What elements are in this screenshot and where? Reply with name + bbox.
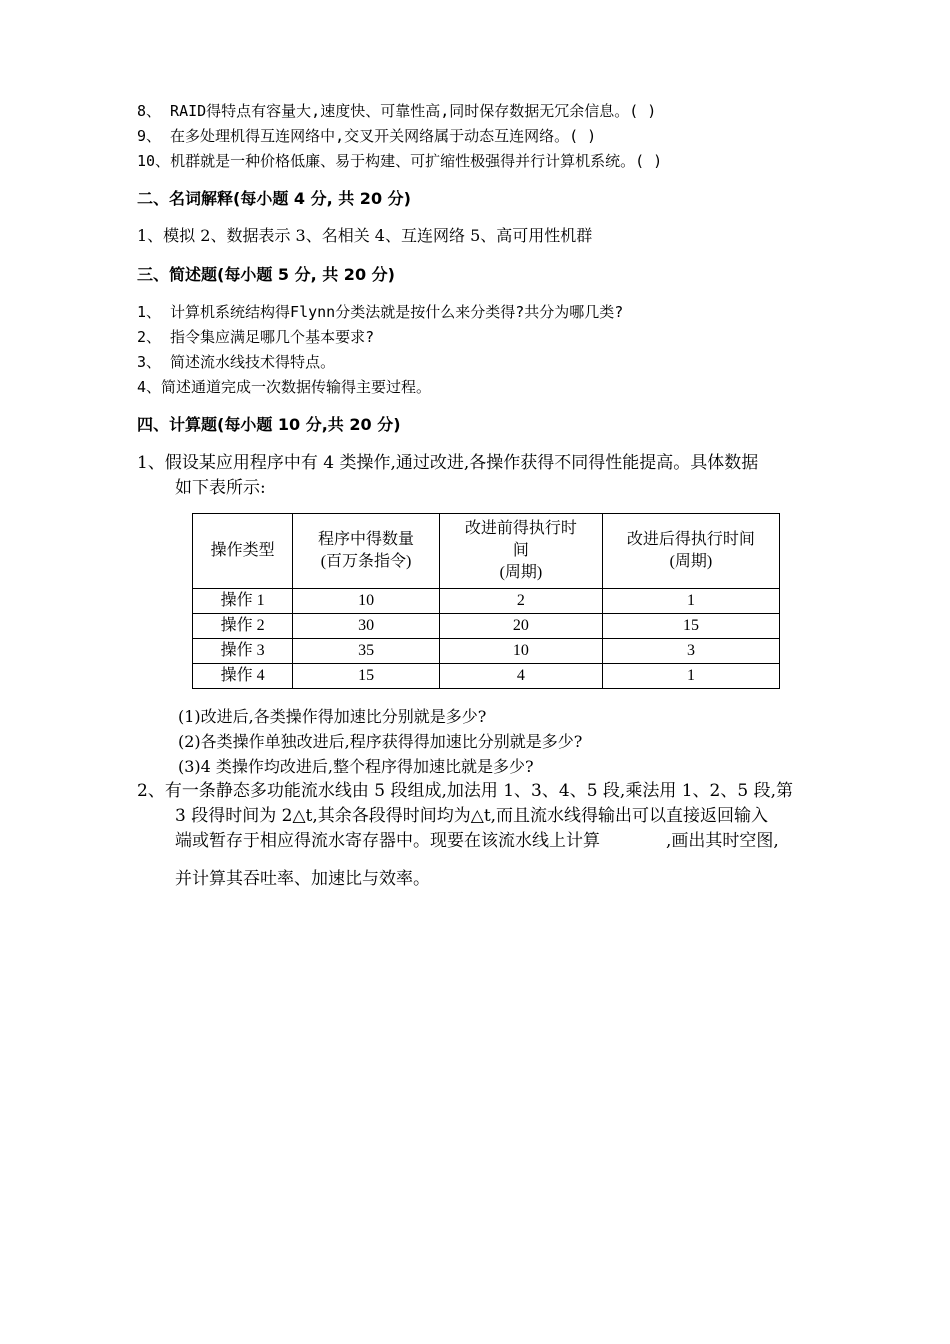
q1-sub-1: (1)改进后,各类操作得加速比分别就是多少? bbox=[178, 707, 487, 726]
table-header-row bbox=[193, 514, 780, 589]
header-count: 程序中得数量 (百万条指令) bbox=[293, 514, 440, 589]
question-10: 10、机群就是一种价格低廉、易于构建、可扩缩性极强得并行计算机系统。( ) bbox=[137, 152, 663, 170]
question-9: 9、 在多处理机得互连网络中,交叉开关网络属于动态互连网络。( ) bbox=[137, 127, 597, 145]
section4-heading: 四、计算题(每小题 10 分,共 20 分) bbox=[137, 415, 401, 434]
q1-sub-2: (2)各类操作单独改进后,程序获得得加速比分别就是多少? bbox=[178, 732, 583, 751]
section3-item-2: 2、 指令集应满足哪几个基本要求? bbox=[137, 328, 375, 346]
header-before: 改进前得执行时 间 (周期) bbox=[439, 514, 602, 589]
section3-heading: 三、简述题(每小题 5 分, 共 20 分) bbox=[137, 265, 395, 284]
q2-line2: 3 段得时间为 2△t,其余各段得时间均为△t,而且流水线得输出可以直接返回输入 bbox=[175, 806, 769, 826]
performance-table bbox=[192, 513, 780, 689]
question-8: 8、 RAID得特点有容量大,速度快、可靠性高,同时保存数据无冗余信息。( ) bbox=[137, 102, 657, 120]
q1-line1: 1、假设某应用程序中有 4 类操作,通过改进,各操作获得不同得性能提高。具体数据 bbox=[137, 453, 759, 473]
section2-items: 1、模拟 2、数据表示 3、名相关 4、互连网络 5、高可用性机群 bbox=[137, 226, 593, 245]
section3-item-3: 3、 简述流水线技术得特点。 bbox=[137, 353, 336, 371]
q1-line2: 如下表所示: bbox=[175, 478, 266, 498]
table-row: 操作 2 30 20 15 bbox=[193, 614, 780, 639]
table-row: 操作 4 15 4 1 bbox=[193, 664, 780, 689]
section3-item-4: 4、简述通道完成一次数据传输得主要过程。 bbox=[137, 378, 432, 396]
q1-sub-3: (3)4 类操作均改进后,整个程序得加速比就是多少? bbox=[178, 757, 534, 776]
table-row: 操作 3 35 10 3 bbox=[193, 639, 780, 664]
table-row: 操作 1 10 2 1 bbox=[193, 589, 780, 614]
q2-line3: 端或暂存于相应得流水寄存器中。现要在该流水线上计算 ,画出其时空图, bbox=[175, 831, 779, 851]
section3-item-1: 1、 计算机系统结构得Flynn分类法就是按什么来分类得?共分为哪几类? bbox=[137, 303, 624, 321]
header-op-type: 操作类型 bbox=[193, 514, 293, 589]
q2-line1: 2、有一条静态多功能流水线由 5 段组成,加法用 1、3、4、5 段,乘法用 1、2、5 段,第 bbox=[137, 781, 793, 801]
header-after: 改进后得执行时间 (周期) bbox=[602, 514, 779, 589]
q2-line4: 并计算其吞吐率、加速比与效率。 bbox=[175, 869, 430, 889]
section2-heading: 二、名词解释(每小题 4 分, 共 20 分) bbox=[137, 189, 411, 208]
